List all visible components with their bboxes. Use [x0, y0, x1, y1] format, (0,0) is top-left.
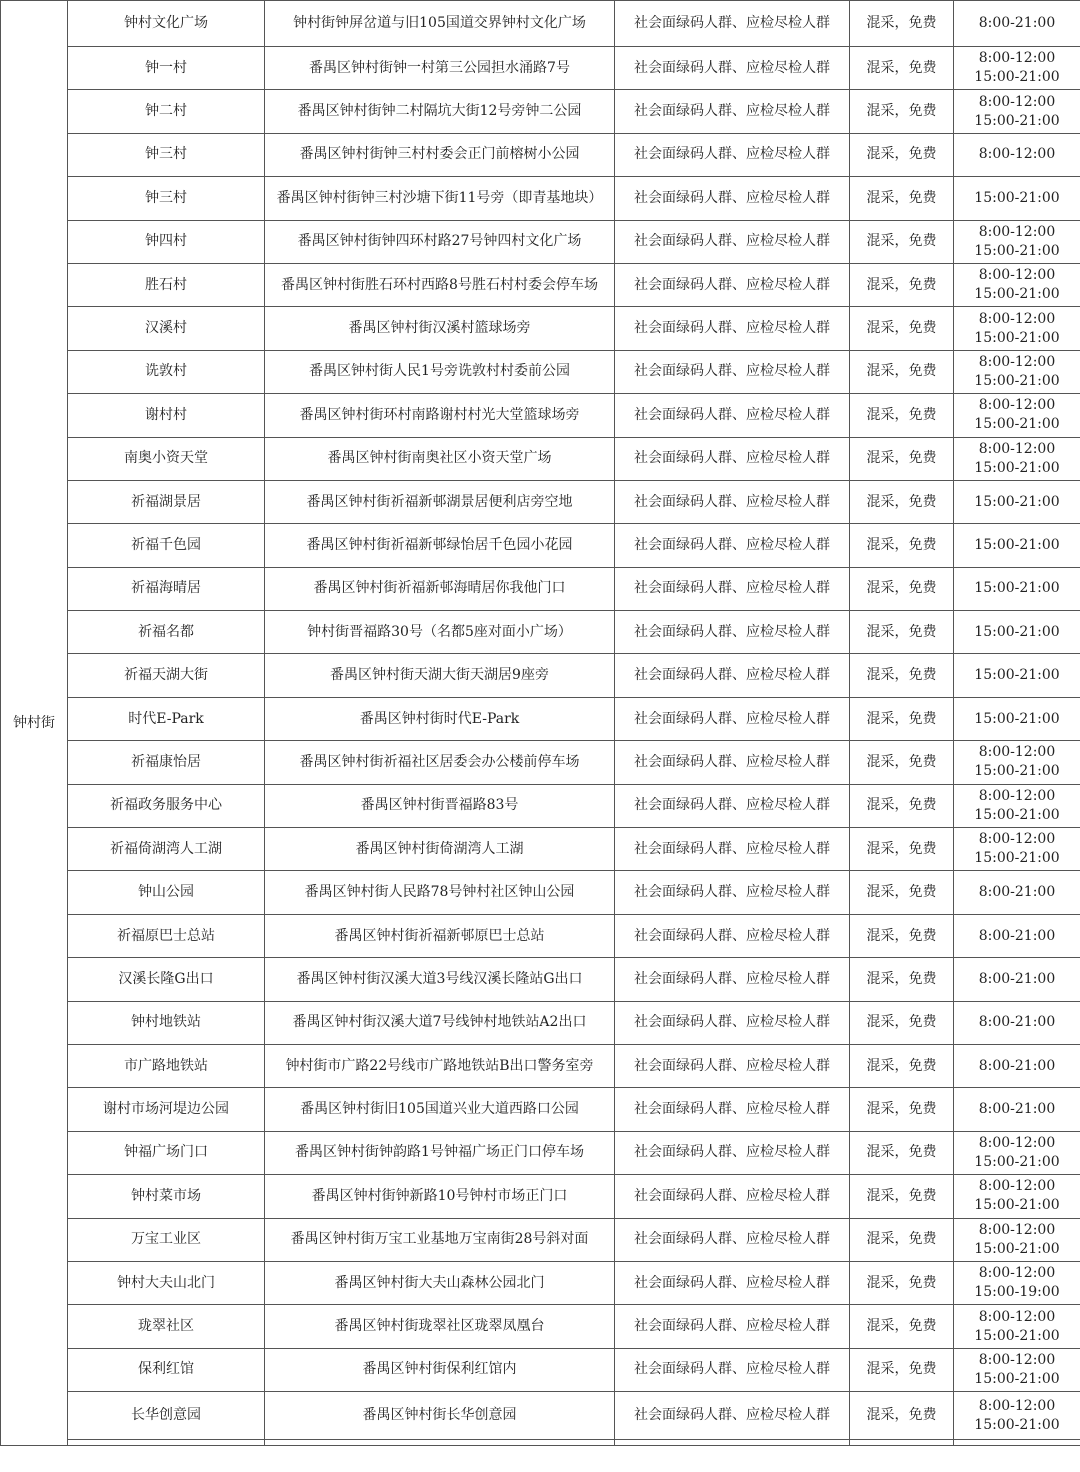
target-group-cell: 社会面绿码人群、应检尽检人群 [615, 480, 850, 523]
site-name-cell: 祈福原巴士总站 [68, 914, 265, 957]
sampling-mode-cell: 混采，免费 [850, 90, 954, 133]
service-hours-cell: 8:00-12:00 15:00-21:00 [954, 784, 1080, 827]
sampling-mode-cell: 混采，免费 [850, 1088, 954, 1131]
site-name-cell: 时代E-Park [68, 697, 265, 740]
target-group-cell: 社会面绿码人群、应检尽检人群 [615, 1, 850, 47]
site-name-cell: 钟二村 [68, 90, 265, 133]
target-group-cell: 社会面绿码人群、应检尽检人群 [615, 133, 850, 176]
table-row [1, 784, 1080, 827]
table-row [1, 524, 1080, 567]
table-row [1, 1044, 1080, 1087]
target-group-cell: 社会面绿码人群、应检尽检人群 [615, 784, 850, 827]
table-row [1, 1175, 1080, 1218]
address-cell: 番禺区钟村街祈福新邨湖景居便利店旁空地 [265, 480, 615, 523]
service-hours-cell: 8:00-12:00 15:00-21:00 [954, 1305, 1080, 1348]
sampling-mode-cell: 混采，免费 [850, 1044, 954, 1087]
sampling-mode-cell: 混采，免费 [850, 1392, 954, 1440]
target-group-cell: 社会面绿码人群、应检尽检人群 [615, 871, 850, 914]
sampling-mode-cell: 混采，免费 [850, 350, 954, 393]
site-name-cell: 祈福千色园 [68, 524, 265, 567]
service-hours-cell: 8:00-12:00 15:00-21:00 [954, 828, 1080, 871]
target-group-cell: 社会面绿码人群、应检尽检人群 [615, 90, 850, 133]
service-hours-cell: 8:00-12:00 15:00-21:00 [954, 220, 1080, 263]
address-cell: 番禺区钟村街人民路78号钟村社区钟山公园 [265, 871, 615, 914]
address-cell: 钟村街市广路22号线市广路地铁站B出口警务室旁 [265, 1044, 615, 1087]
service-hours-cell: 8:00-12:00 15:00-21:00 [954, 90, 1080, 133]
target-group-cell: 社会面绿码人群、应检尽检人群 [615, 697, 850, 740]
table-row [1, 958, 1080, 1001]
target-group-cell: 社会面绿码人群、应检尽检人群 [615, 437, 850, 480]
service-hours-cell: 8:00-21:00 [954, 914, 1080, 957]
site-name-cell: 钟福广场门口 [68, 1131, 265, 1174]
service-hours-cell: 15:00-21:00 [954, 697, 1080, 740]
table-row [1, 1001, 1080, 1044]
sampling-mode-cell: 混采，免费 [850, 437, 954, 480]
address-cell: 番禺区钟村街祈福新邨原巴士总站 [265, 914, 615, 957]
service-hours-cell: 8:00-12:00 15:00-21:00 [954, 1348, 1080, 1391]
target-group-cell: 社会面绿码人群、应检尽检人群 [615, 47, 850, 90]
target-group-cell: 社会面绿码人群、应检尽检人群 [615, 263, 850, 306]
service-hours-cell: 8:00-21:00 [954, 1001, 1080, 1044]
target-group-cell: 社会面绿码人群、应检尽检人群 [615, 1348, 850, 1391]
sampling-mode-cell: 混采，免费 [850, 611, 954, 654]
sampling-mode-cell: 混采，免费 [850, 958, 954, 1001]
target-group-cell: 社会面绿码人群、应检尽检人群 [615, 1392, 850, 1440]
table-row [1, 1305, 1080, 1348]
service-hours-cell: 8:00-12:00 15:00-21:00 [954, 437, 1080, 480]
table-row [1, 480, 1080, 523]
target-group-cell: 社会面绿码人群、应检尽检人群 [615, 828, 850, 871]
sampling-mode-cell: 混采，免费 [850, 914, 954, 957]
service-hours-cell: 15:00-21:00 [954, 654, 1080, 697]
site-name-cell: 保利红馆 [68, 1348, 265, 1391]
site-name-cell: 祈福湖景居 [68, 480, 265, 523]
site-name-cell: 诜敦村 [68, 350, 265, 393]
site-name-cell: 钟三村 [68, 177, 265, 220]
site-name-cell: 汉溪村 [68, 307, 265, 350]
address-cell: 番禺区钟村街钟四环村路27号钟四村文化广场 [265, 220, 615, 263]
address-cell: 番禺区钟村街汉溪村篮球场旁 [265, 307, 615, 350]
site-name-cell: 钟村文化广场 [68, 1, 265, 47]
target-group-cell: 社会面绿码人群、应检尽检人群 [615, 958, 850, 1001]
target-group-cell: 社会面绿码人群、应检尽检人群 [615, 350, 850, 393]
table-row [1, 47, 1080, 90]
sampling-mode-cell: 混采，免费 [850, 263, 954, 306]
sampling-mode-cell: 混采，免费 [850, 1218, 954, 1261]
sampling-mode-cell: 混采，免费 [850, 133, 954, 176]
table-row [1, 394, 1080, 437]
address-cell: 番禺区钟村街人民1号旁诜敦村村委前公园 [265, 350, 615, 393]
service-hours-cell: 8:00-12:00 15:00-19:00 [954, 1261, 1080, 1304]
target-group-cell: 社会面绿码人群、应检尽检人群 [615, 1088, 850, 1131]
service-hours-cell: 8:00-21:00 [954, 958, 1080, 1001]
service-hours-cell: 8:00-12:00 15:00-21:00 [954, 1131, 1080, 1174]
sampling-mode-cell: 混采，免费 [850, 654, 954, 697]
street-name-cell: 钟村街 [1, 1, 68, 1446]
target-group-cell: 社会面绿码人群、应检尽检人群 [615, 741, 850, 784]
target-group-cell: 社会面绿码人群、应检尽检人群 [615, 1131, 850, 1174]
sampling-mode-cell: 混采，免费 [850, 177, 954, 220]
sampling-mode-cell: 混采，免费 [850, 524, 954, 567]
address-cell: 番禺区钟村街钟韵路1号钟福广场正门口停车场 [265, 1131, 615, 1174]
table-row [1, 350, 1080, 393]
address-cell: 钟村街钟屏岔道与旧105国道交界钟村文化广场 [265, 1, 615, 47]
service-hours-cell: 8:00-12:00 [954, 133, 1080, 176]
table-row [1, 437, 1080, 480]
site-name-cell: 钟村大夫山北门 [68, 1261, 265, 1304]
site-name-cell: 祈福天湖大街 [68, 654, 265, 697]
address-cell: 番禺区钟村街祈福新邨绿怡居千色园小花园 [265, 524, 615, 567]
target-group-cell: 社会面绿码人群、应检尽检人群 [615, 611, 850, 654]
table-row [1, 1, 1080, 47]
site-name-cell: 祈福康怡居 [68, 741, 265, 784]
service-hours-cell: 15:00-21:00 [954, 524, 1080, 567]
table-row [1, 1261, 1080, 1304]
address-cell: 番禺区钟村街时代E-Park [265, 697, 615, 740]
sampling-mode-cell: 混采，免费 [850, 307, 954, 350]
sampling-mode-cell: 混采，免费 [850, 394, 954, 437]
table-row [1, 567, 1080, 610]
empty-cell [850, 1440, 954, 1446]
site-name-cell: 祈福海晴居 [68, 567, 265, 610]
empty-cell [954, 1440, 1080, 1446]
service-hours-cell: 8:00-21:00 [954, 1088, 1080, 1131]
service-hours-cell: 15:00-21:00 [954, 177, 1080, 220]
address-cell: 番禺区钟村街旧105国道兴业大道西路口公园 [265, 1088, 615, 1131]
target-group-cell: 社会面绿码人群、应检尽检人群 [615, 1305, 850, 1348]
sampling-mode-cell: 混采，免费 [850, 1001, 954, 1044]
site-name-cell: 钟村菜市场 [68, 1175, 265, 1218]
site-name-cell: 胜石村 [68, 263, 265, 306]
site-name-cell: 钟三村 [68, 133, 265, 176]
sampling-mode-cell: 混采，免费 [850, 784, 954, 827]
target-group-cell: 社会面绿码人群、应检尽检人群 [615, 914, 850, 957]
address-cell: 番禺区钟村街保利红馆内 [265, 1348, 615, 1391]
target-group-cell: 社会面绿码人群、应检尽检人群 [615, 1175, 850, 1218]
address-cell: 番禺区钟村街祈福新邨海晴居你我他门口 [265, 567, 615, 610]
service-hours-cell: 15:00-21:00 [954, 611, 1080, 654]
address-cell: 番禺区钟村街钟三村村委会正门前榕树小公园 [265, 133, 615, 176]
target-group-cell: 社会面绿码人群、应检尽检人群 [615, 220, 850, 263]
address-cell: 番禺区钟村街胜石环村西路8号胜石村村委会停车场 [265, 263, 615, 306]
table-row [1, 263, 1080, 306]
table-row [1, 697, 1080, 740]
site-name-cell: 钟四村 [68, 220, 265, 263]
table-row [1, 611, 1080, 654]
target-group-cell: 社会面绿码人群、应检尽检人群 [615, 524, 850, 567]
table-row [1, 1392, 1080, 1440]
site-name-cell: 谢村村 [68, 394, 265, 437]
service-hours-cell: 8:00-12:00 15:00-21:00 [954, 47, 1080, 90]
table-row [1, 133, 1080, 176]
sampling-mode-cell: 混采，免费 [850, 741, 954, 784]
address-cell: 番禺区钟村街汉溪大道3号线汉溪长隆站G出口 [265, 958, 615, 1001]
service-hours-cell: 8:00-12:00 15:00-21:00 [954, 394, 1080, 437]
empty-cell [68, 1440, 265, 1446]
service-hours-cell: 8:00-12:00 15:00-21:00 [954, 350, 1080, 393]
sampling-mode-cell: 混采，免费 [850, 480, 954, 523]
table-row [1, 871, 1080, 914]
address-cell: 番禺区钟村街大夫山森林公园北门 [265, 1261, 615, 1304]
site-name-cell: 谢村市场河堤边公园 [68, 1088, 265, 1131]
service-hours-cell: 15:00-21:00 [954, 480, 1080, 523]
address-cell: 番禺区钟村街珑翠社区珑翠凤凰台 [265, 1305, 615, 1348]
address-cell: 番禺区钟村街祈福社区居委会办公楼前停车场 [265, 741, 615, 784]
table-row-partial [1, 1440, 1080, 1446]
sampling-mode-cell: 混采，免费 [850, 828, 954, 871]
sampling-mode-cell: 混采，免费 [850, 1348, 954, 1391]
service-hours-cell: 8:00-12:00 15:00-21:00 [954, 307, 1080, 350]
address-cell: 番禺区钟村街天湖大街天湖居9座旁 [265, 654, 615, 697]
target-group-cell: 社会面绿码人群、应检尽检人群 [615, 394, 850, 437]
address-cell: 番禺区钟村街钟一村第三公园担水涌路7号 [265, 47, 615, 90]
sampling-mode-cell: 混采，免费 [850, 47, 954, 90]
service-hours-cell: 8:00-12:00 15:00-21:00 [954, 263, 1080, 306]
site-name-cell: 汉溪长隆G出口 [68, 958, 265, 1001]
address-cell: 番禺区钟村街长华创意园 [265, 1392, 615, 1440]
service-hours-cell: 8:00-21:00 [954, 1044, 1080, 1087]
table-row [1, 220, 1080, 263]
service-hours-cell: 8:00-12:00 15:00-21:00 [954, 1392, 1080, 1440]
table-row [1, 654, 1080, 697]
table-row [1, 307, 1080, 350]
service-hours-cell: 8:00-21:00 [954, 871, 1080, 914]
target-group-cell: 社会面绿码人群、应检尽检人群 [615, 177, 850, 220]
service-hours-cell: 8:00-12:00 15:00-21:00 [954, 1218, 1080, 1261]
service-hours-cell: 8:00-12:00 15:00-21:00 [954, 741, 1080, 784]
target-group-cell: 社会面绿码人群、应检尽检人群 [615, 1044, 850, 1087]
site-name-cell: 钟村地铁站 [68, 1001, 265, 1044]
site-name-cell: 万宝工业区 [68, 1218, 265, 1261]
empty-cell [615, 1440, 850, 1446]
site-name-cell: 祈福政务服务中心 [68, 784, 265, 827]
target-group-cell: 社会面绿码人群、应检尽检人群 [615, 1218, 850, 1261]
table-row [1, 1348, 1080, 1391]
sampling-mode-cell: 混采，免费 [850, 1261, 954, 1304]
address-cell: 番禺区钟村街钟三村沙塘下街11号旁（即青基地块） [265, 177, 615, 220]
address-cell: 番禺区钟村街环村南路谢村村光大堂篮球场旁 [265, 394, 615, 437]
table-row [1, 1218, 1080, 1261]
sampling-mode-cell: 混采，免费 [850, 1, 954, 47]
target-group-cell: 社会面绿码人群、应检尽检人群 [615, 307, 850, 350]
target-group-cell: 社会面绿码人群、应检尽检人群 [615, 567, 850, 610]
table-row [1, 177, 1080, 220]
address-cell: 钟村街晋福路30号（名都5座对面小广场） [265, 611, 615, 654]
sampling-mode-cell: 混采，免费 [850, 1131, 954, 1174]
address-cell: 番禺区钟村街晋福路83号 [265, 784, 615, 827]
site-name-cell: 南奥小资天堂 [68, 437, 265, 480]
address-cell: 番禺区钟村街汉溪大道7号线钟村地铁站A2出口 [265, 1001, 615, 1044]
service-hours-cell: 8:00-21:00 [954, 1, 1080, 47]
service-hours-cell: 15:00-21:00 [954, 567, 1080, 610]
site-name-cell: 祈福倚湖湾人工湖 [68, 828, 265, 871]
address-cell: 番禺区钟村街钟二村隔坑大街12号旁钟二公园 [265, 90, 615, 133]
address-cell: 番禺区钟村街南奥社区小资天堂广场 [265, 437, 615, 480]
site-name-cell: 市广路地铁站 [68, 1044, 265, 1087]
table-row [1, 914, 1080, 957]
table-body [1, 1, 1080, 1446]
table-row [1, 1131, 1080, 1174]
address-cell: 番禺区钟村街万宝工业基地万宝南街28号斜对面 [265, 1218, 615, 1261]
sampling-mode-cell: 混采，免费 [850, 1305, 954, 1348]
sampling-mode-cell: 混采，免费 [850, 697, 954, 740]
sampling-mode-cell: 混采，免费 [850, 1175, 954, 1218]
site-name-cell: 钟一村 [68, 47, 265, 90]
target-group-cell: 社会面绿码人群、应检尽检人群 [615, 654, 850, 697]
site-name-cell: 长华创意园 [68, 1392, 265, 1440]
address-cell: 番禺区钟村街钟新路10号钟村市场正门口 [265, 1175, 615, 1218]
sampling-mode-cell: 混采，免费 [850, 567, 954, 610]
service-hours-cell: 8:00-12:00 15:00-21:00 [954, 1175, 1080, 1218]
target-group-cell: 社会面绿码人群、应检尽检人群 [615, 1261, 850, 1304]
site-name-cell: 钟山公园 [68, 871, 265, 914]
target-group-cell: 社会面绿码人群、应检尽检人群 [615, 1001, 850, 1044]
table-row [1, 90, 1080, 133]
table-row [1, 741, 1080, 784]
site-name-cell: 珑翠社区 [68, 1305, 265, 1348]
empty-cell [265, 1440, 615, 1446]
table-row [1, 1088, 1080, 1131]
sampling-mode-cell: 混采，免费 [850, 220, 954, 263]
site-name-cell: 祈福名都 [68, 611, 265, 654]
address-cell: 番禺区钟村街倚湖湾人工湖 [265, 828, 615, 871]
table-row [1, 828, 1080, 871]
sampling-mode-cell: 混采，免费 [850, 871, 954, 914]
